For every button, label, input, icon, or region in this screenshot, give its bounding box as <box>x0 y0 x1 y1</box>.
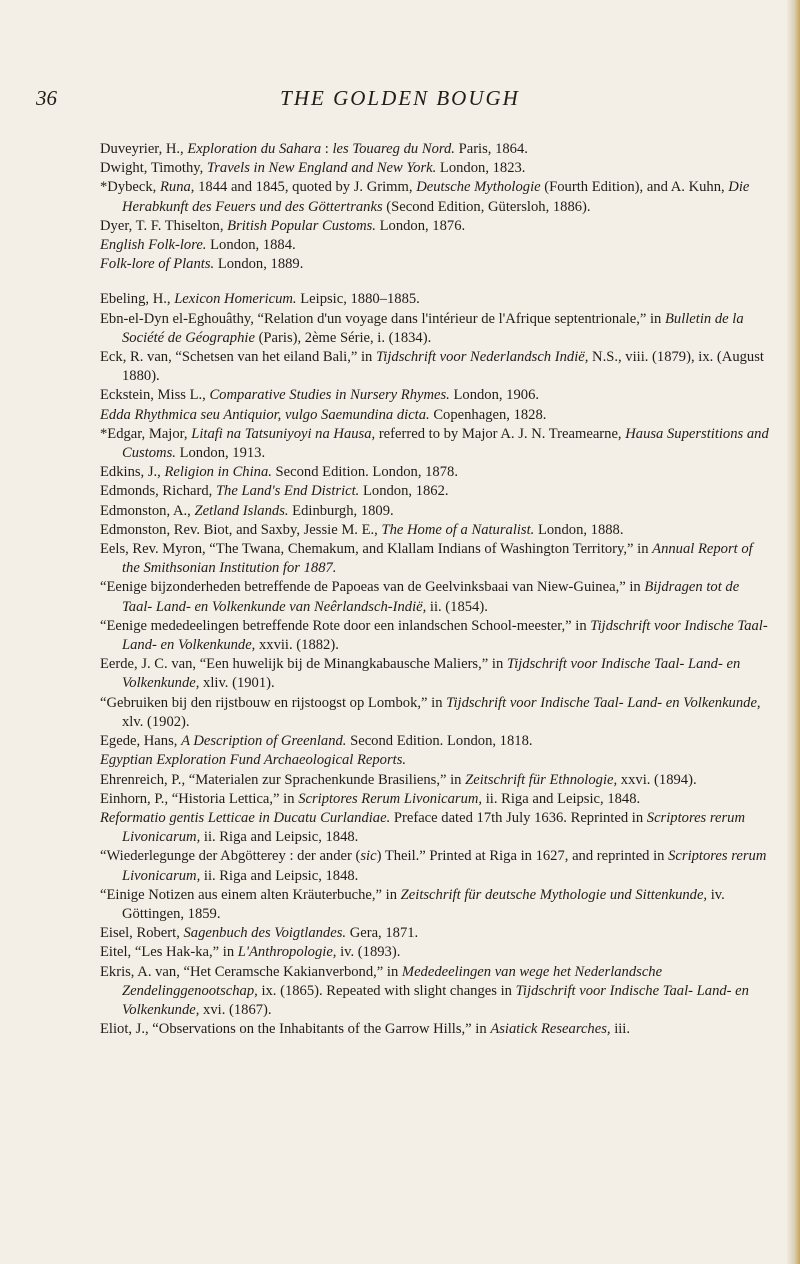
bibliography-entry <box>100 578 770 616</box>
page-header <box>0 86 800 120</box>
entry-text: : <box>321 141 333 157</box>
entry-text: Second Edition. London, 1818. <box>346 733 533 750</box>
entry-text: Dyer, T. F. Thiselton, <box>100 217 228 234</box>
bibliography-entry <box>100 655 770 693</box>
entry-title-text: Asiatick Researches, <box>490 1021 611 1038</box>
entry-text: Paris, 1864. <box>454 141 528 157</box>
bibliography-entry <box>100 290 770 309</box>
entry-title-text: Folk-lore of Plants. <box>100 256 215 273</box>
bibliography-entry <box>100 502 770 521</box>
entry-title-text: sic <box>360 848 377 865</box>
entry-title-text: Zeitschrift für Ethnologie, <box>465 771 618 788</box>
bibliography-entry <box>100 255 770 274</box>
entry-text: “Eenige bijzonderheden betreffende de Papoeas van de Geelvinksbaai van Niew-Guinea,” in <box>100 579 645 596</box>
entry-text: *Dybeck, <box>100 179 160 196</box>
bibliography-entry <box>100 809 770 847</box>
entry-text: xxvi. (1894). <box>617 771 697 788</box>
entry-text: London, 1876. <box>375 217 466 234</box>
entry-group <box>100 140 770 274</box>
entry-text: Dwight, Timothy, <box>100 160 207 177</box>
entry-text: Second Edition. London, 1878. <box>271 464 458 481</box>
entry-text: Ekris, A. van, “Het Ceramsche Kakianverbond,” in <box>100 963 402 980</box>
entry-text: (Paris), 2ème Série, i. (1834). <box>254 329 432 346</box>
bibliography-entry <box>100 406 770 425</box>
entry-text: Leipsic, 1880–1885. <box>296 291 420 308</box>
entry-text: London, 1862. <box>359 483 449 500</box>
entry-text: Eerde, J. C. van, “Een huwelijk bij de Minangkabausche Maliers,” in <box>100 656 507 673</box>
entry-text: (Second Edition, Gütersloh, 1886). <box>382 198 591 215</box>
entry-text: xliv. (1901). <box>199 675 275 692</box>
entry-title-text: Scriptores Rerum Livonicarum, <box>298 790 483 807</box>
bibliography-entry <box>100 694 770 732</box>
entry-title-text: Travels in New England and New York. <box>206 160 437 177</box>
entry-text: Duveyrier, H., <box>100 141 188 157</box>
bibliography-list <box>100 140 770 1039</box>
entry-text: Edmonds, Richard, <box>100 483 216 500</box>
entry-text: Ebn-el-Dyn el-Eghouâthy, “Relation d'un voyage dans l'intérieur de l'Afrique septentrionale,” in <box>100 310 665 327</box>
running-title: THE GOLDEN BOUGH <box>280 86 520 110</box>
entry-text: London, 1888. <box>534 521 624 538</box>
entry-title-text: Egyptian Exploration Fund Archaeological Reports. <box>100 752 407 769</box>
bibliography-entry <box>100 178 770 216</box>
entry-title-text: Exploration du Sahara <box>187 141 322 157</box>
entry-text: “Gebruiken bij den rijstbouw en rijstoogst op Lombok,” in <box>100 694 447 711</box>
entry-text: Edmonston, Rev. Biot, and Saxby, Jessie M. E., <box>100 521 382 538</box>
bibliography-entry <box>100 140 770 159</box>
bibliography-entry <box>100 771 770 790</box>
bibliography-entry <box>100 236 770 255</box>
entry-text: Edkins, J., <box>100 464 165 481</box>
entry-title-text: Hausa Superstitions and Customs. <box>122 425 769 462</box>
entry-group <box>100 290 770 1039</box>
entry-title-text: Bulletin de la Société de Géographie <box>122 310 744 346</box>
entry-text: xvi. (1867). <box>199 1001 272 1018</box>
entry-title-text: Zeitschrift für deutsche Mythologie und Sittenkunde, <box>400 886 708 903</box>
entry-title-text: The Home of a Naturalist. <box>381 521 535 538</box>
bibliography-entry <box>100 310 770 348</box>
entry-title-text: Lexicon Homericum. <box>174 291 297 308</box>
entry-title-text: Mededeelingen van wege het Nederlandsche Zendelinggenootschap, <box>122 963 663 999</box>
entry-text: London, 1889. <box>214 256 304 273</box>
entry-text: Preface dated 17th July 1636. Reprinted in <box>390 809 647 826</box>
entry-text: N.S., viii. (1879), ix. (August 1880). <box>122 349 764 385</box>
entry-title-text: Religion in China. <box>164 464 272 481</box>
page-edge <box>786 0 800 1264</box>
bibliography-entry <box>100 521 770 540</box>
entry-text: London, 1884. <box>206 237 296 254</box>
entry-text: “Wiederlegunge der Abgötterey : der ander ( <box>100 848 361 865</box>
entry-title-text: Tijdschrift voor Nederlandsch Indië, <box>375 349 589 366</box>
entry-title-text: The Land's End District. <box>215 483 360 500</box>
bibliography-entry <box>100 482 770 501</box>
entry-text: ) Theil.” Printed at Riga in 1627, and reprinted in <box>376 848 669 865</box>
bibliography-entry <box>100 463 770 482</box>
entry-title-text: Tijdschrift voor Indische Taal- Land- en Volkenkunde, <box>122 656 741 692</box>
bibliography-entry <box>100 943 770 962</box>
entry-text: “Eenige mededeelingen betreffende Rote door een inlandschen School-meester,” in <box>100 617 591 634</box>
entry-text: London, 1823. <box>436 160 526 177</box>
entry-text: London, 1906. <box>449 387 540 404</box>
entry-text: (Fourth Edition), and A. Kuhn, <box>540 179 729 196</box>
entry-title-text: Tijdschrift voor Indische Taal- Land- en Volkenkunde, <box>122 617 768 654</box>
entry-title-text: Tijdschrift voor Indische Taal- Land- en Volkenkunde, <box>446 694 761 711</box>
entry-text: Edmonston, A., <box>100 502 195 519</box>
entry-text: xlv. (1902). <box>122 713 190 730</box>
entry-title-text: Litafi na Tatsuniyoyi na Hausa, <box>191 425 376 442</box>
entry-text: ii. Riga and Leipsic, 1848. <box>200 867 359 884</box>
bibliography-entry <box>100 790 770 809</box>
entry-text: iv. Göttingen, 1859. <box>122 886 725 922</box>
entry-text: London, 1913. <box>175 445 266 462</box>
entry-title-text: les Touareg du Nord. <box>332 141 455 157</box>
entry-text: 1844 and 1845, quoted by J. Grimm, <box>194 179 417 196</box>
entry-title-text: Comparative Studies in Nursery Rhymes. <box>209 387 450 404</box>
entry-title-text: Zetland Islands. <box>194 502 289 519</box>
entry-text: Copenhagen, 1828. <box>429 406 547 423</box>
entry-title-text: Edda Rhythmica seu Antiquior, vulgo Saemundina dicta. <box>100 406 430 423</box>
bibliography-entry <box>100 617 770 655</box>
entry-title-text: English Folk-lore. <box>100 237 207 254</box>
entry-text: Einhorn, P., “Historia Lettica,” in <box>100 790 299 807</box>
entry-text: Gera, 1871. <box>346 925 419 942</box>
entry-text: Edinburgh, 1809. <box>288 502 394 519</box>
entry-title-text: Reformatio gentis Letticae in Ducatu Curlandiae. <box>100 809 391 826</box>
bibliography-entry <box>100 886 770 924</box>
entry-text: *Edgar, Major, <box>100 425 192 442</box>
entry-text: referred to by Major A. J. N. Treamearne, <box>375 425 626 442</box>
bibliography-entry <box>100 847 770 885</box>
entry-text: Eels, Rev. Myron, “The Twana, Chemakum, and Klallam Indians of Washington Territory,” in <box>100 541 653 558</box>
entry-title-text: Tijdschrift voor Indische Taal- Land- en Volkenkunde, <box>122 982 749 1018</box>
entry-title-text: Annual Report of the Smithsonian Institution for 1887. <box>122 541 753 577</box>
entry-text: “Einige Notizen aus einem alten Kräuterbuche,” in <box>100 886 401 903</box>
bibliography-entry <box>100 348 770 386</box>
entry-text: iii. <box>610 1021 631 1038</box>
entry-text: iv. (1893). <box>336 944 401 961</box>
bibliography-entry <box>100 924 770 943</box>
entry-text: Eck, R. van, “Schetsen van het eiland Bali,” in <box>100 349 376 366</box>
entry-title-text: Runa, <box>159 179 195 196</box>
bibliography-entry <box>100 159 770 178</box>
entry-text: Eliot, J., “Observations on the Inhabitants of the Garrow Hills,” in <box>100 1021 491 1038</box>
bibliography-entry <box>100 963 770 1021</box>
entry-title-text: Sagenbuch des Voigtlandes. <box>183 925 347 942</box>
entry-text: Eckstein, Miss L., <box>100 387 210 404</box>
entry-text: Egede, Hans, <box>100 733 182 750</box>
entry-title-text: Scriptores rerum Livonicarum, <box>122 848 767 884</box>
entry-title-text: Deutsche Mythologie <box>416 179 541 196</box>
bibliography-entry <box>100 751 770 770</box>
entry-text: ix. (1865). Repeated with slight changes in <box>257 982 516 999</box>
entry-text: ii. Riga and Leipsic, 1848. <box>482 790 641 807</box>
entry-title-text: Die Herabkunft des Feuers und des Göttertranks <box>122 179 750 215</box>
entry-title-text: Scriptores rerum Livonicarum, <box>122 809 746 846</box>
entry-text: ii. (1854). <box>426 598 488 615</box>
bibliography-entry <box>100 540 770 578</box>
page-number: 36 <box>36 86 57 110</box>
bibliography-entry <box>100 732 770 751</box>
bibliography-entry <box>100 425 770 463</box>
entry-text: Ehrenreich, P., “Materialen zur Sprachenkunde Brasiliens,” in <box>100 771 466 788</box>
entry-title-text: British Popular Customs. <box>227 217 376 234</box>
entry-title-text: L'Anthropologie, <box>237 944 337 961</box>
entry-text: xxvii. (1882). <box>255 637 339 654</box>
entry-title-text: Bijdragen tot de Taal- Land- en Volkenkunde van Neêrlandsch-Indië, <box>122 579 740 615</box>
bibliography-entry <box>100 386 770 405</box>
entry-text: Eisel, Robert, <box>100 925 184 942</box>
entry-title-text: A Description of Greenland. <box>181 733 347 750</box>
entry-text: Eitel, “Les Hak-ka,” in <box>100 944 238 961</box>
bibliography-entry <box>100 1020 770 1039</box>
bibliography-entry <box>100 217 770 236</box>
entry-text: Ebeling, H., <box>100 291 175 308</box>
entry-text: ii. Riga and Leipsic, 1848. <box>200 829 359 846</box>
